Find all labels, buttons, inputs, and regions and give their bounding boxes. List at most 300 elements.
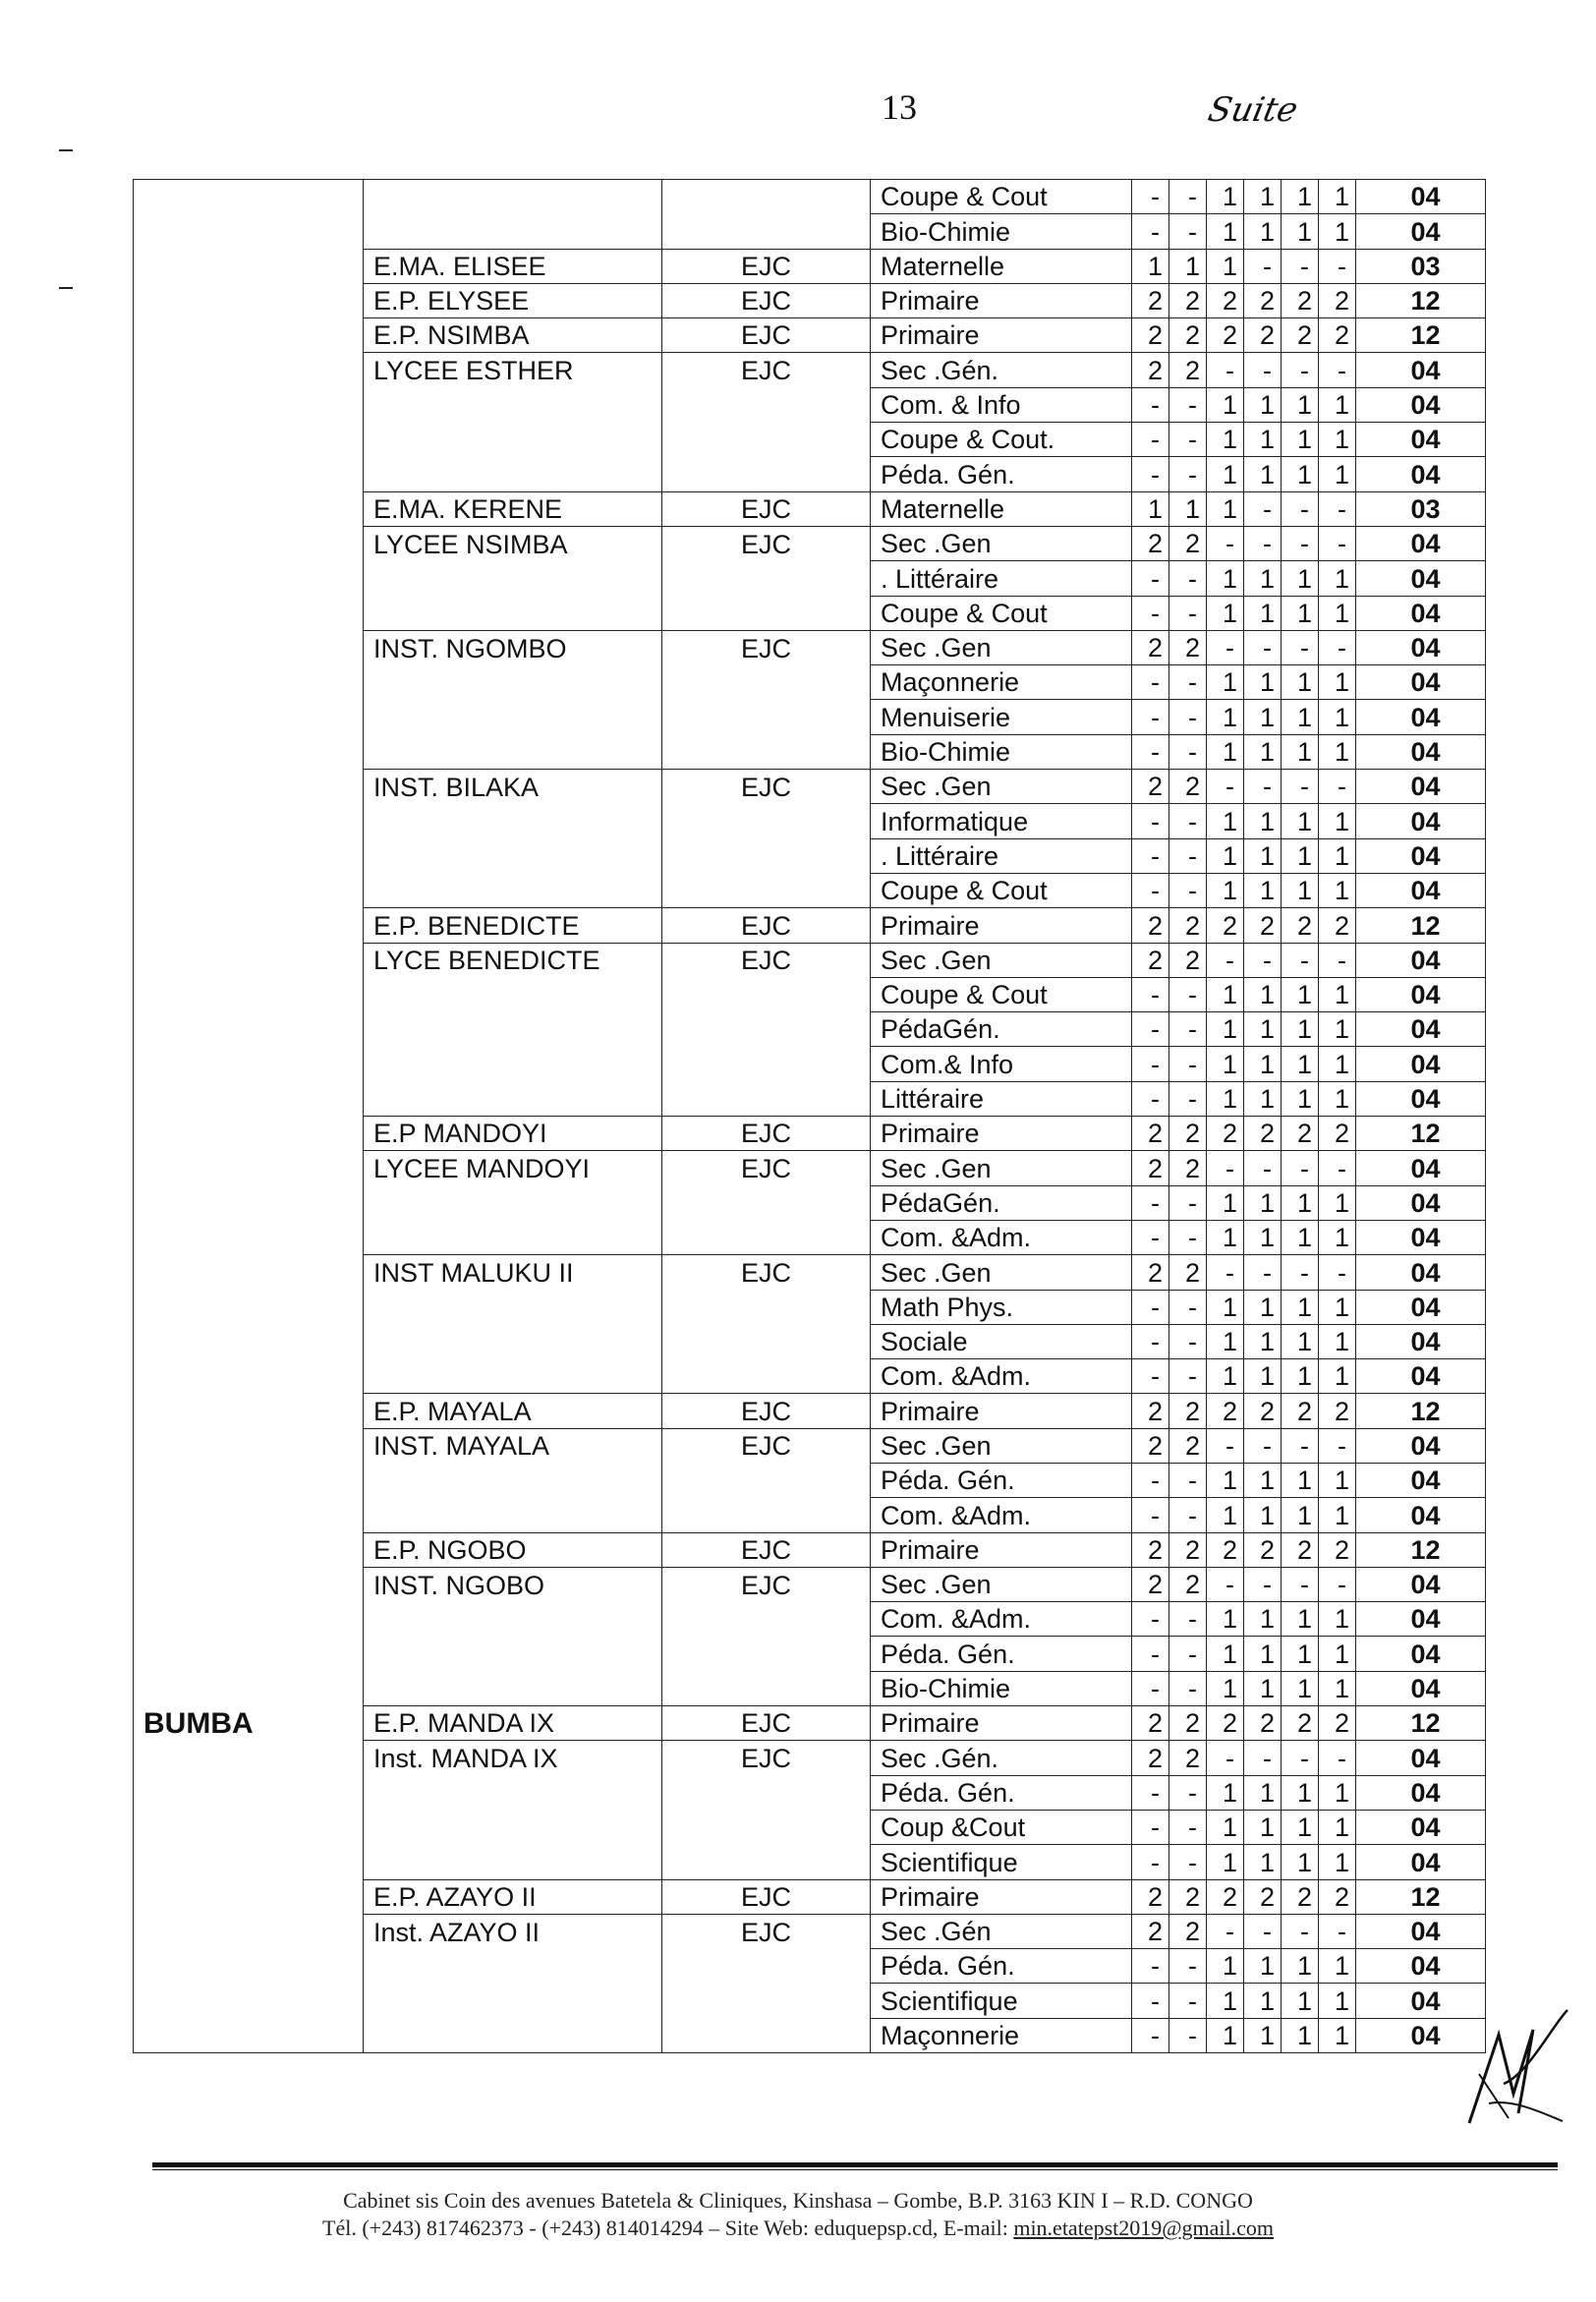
table-row [134, 665, 1486, 700]
district-cell [134, 1185, 364, 1220]
count-cell-1: - [1132, 1671, 1169, 1705]
count-cell-3: 1 [1207, 1637, 1244, 1671]
count-cell-2: - [1169, 561, 1207, 596]
option-cell: Primaire [871, 1879, 1132, 1914]
count-cell-6: 1 [1319, 1845, 1356, 1879]
option-cell: Menuiserie [871, 700, 1132, 734]
count-cell-5: 2 [1282, 1706, 1319, 1741]
count-cell-3: - [1207, 630, 1244, 664]
count-cell-4: - [1244, 770, 1282, 804]
regime-cell [662, 1359, 871, 1394]
option-cell: Coupe & Cout. [871, 423, 1132, 457]
district-cell [134, 596, 364, 630]
option-cell: Com. & Info [871, 387, 1132, 422]
count-cell-3: 1 [1207, 1220, 1244, 1254]
count-cell-4: 1 [1244, 561, 1282, 596]
total-cell: 12 [1356, 1879, 1486, 1914]
count-cell-5: 2 [1282, 318, 1319, 353]
table-row [134, 1394, 1486, 1428]
count-cell-6: - [1319, 770, 1356, 804]
regime-cell [662, 1637, 871, 1671]
district-cell [134, 214, 364, 249]
district-cell [134, 873, 364, 907]
school-name-cell: E.P MANDOYI [364, 1117, 662, 1151]
school-name-cell: E.P. AZAYO II [364, 1879, 662, 1914]
count-cell-2: 2 [1169, 1914, 1207, 1948]
regime-cell [662, 596, 871, 630]
school-name-cell [364, 1637, 662, 1671]
table-row [134, 1914, 1486, 1948]
option-cell: Sec .Gén. [871, 1741, 1132, 1775]
school-name-cell [364, 1845, 662, 1879]
count-cell-4: 2 [1244, 1394, 1282, 1428]
count-cell-6: 2 [1319, 1706, 1356, 1741]
regime-cell [662, 214, 871, 249]
count-cell-2: - [1169, 1324, 1207, 1358]
count-cell-6: 1 [1319, 1602, 1356, 1637]
total-cell: 04 [1356, 1914, 1486, 1948]
count-cell-2: 2 [1169, 1567, 1207, 1601]
option-cell: Sec .Gen [871, 526, 1132, 560]
regime-cell [662, 1984, 871, 2018]
count-cell-2: 2 [1169, 1741, 1207, 1775]
total-cell: 03 [1356, 249, 1486, 283]
total-cell: 04 [1356, 804, 1486, 838]
count-cell-3: 2 [1207, 1117, 1244, 1151]
school-name-cell [364, 457, 662, 491]
count-cell-3: 1 [1207, 457, 1244, 491]
district-cell [134, 283, 364, 317]
district-cell [134, 1949, 364, 1984]
count-cell-6: 2 [1319, 318, 1356, 353]
count-cell-6: 1 [1319, 1290, 1356, 1324]
school-name-cell: Inst. MANDA IX [364, 1741, 662, 1775]
count-cell-1: 2 [1132, 318, 1169, 353]
total-cell: 04 [1356, 1637, 1486, 1671]
regime-cell [662, 1047, 871, 1081]
count-cell-2: - [1169, 387, 1207, 422]
count-cell-3: 2 [1207, 1532, 1244, 1567]
district-cell [134, 1012, 364, 1047]
regime-cell [662, 1220, 871, 1254]
district-cell [134, 1359, 364, 1394]
school-name-cell: E.P. BENEDICTE [364, 908, 662, 943]
school-name-cell: INST MALUKU II [364, 1255, 662, 1290]
count-cell-1: 2 [1132, 1706, 1169, 1741]
total-cell: 04 [1356, 387, 1486, 422]
footer-contact [0, 2216, 1596, 2241]
option-cell: Péda. Gén. [871, 1775, 1132, 1810]
regime-cell [662, 734, 871, 769]
table-row [134, 1741, 1486, 1775]
count-cell-1: - [1132, 180, 1169, 214]
count-cell-4: 2 [1244, 1706, 1282, 1741]
count-cell-3: 1 [1207, 1498, 1244, 1532]
total-cell: 04 [1356, 1081, 1486, 1116]
total-cell: 03 [1356, 491, 1486, 526]
count-cell-2: 2 [1169, 770, 1207, 804]
regime-cell: EJC [662, 1532, 871, 1567]
count-cell-6: - [1319, 1914, 1356, 1948]
count-cell-1: - [1132, 1220, 1169, 1254]
table-row [134, 1359, 1486, 1394]
count-cell-5: 1 [1282, 214, 1319, 249]
regime-cell [662, 1463, 871, 1497]
count-cell-4: 1 [1244, 873, 1282, 907]
count-cell-2: 2 [1169, 1532, 1207, 1567]
count-cell-1: - [1132, 977, 1169, 1011]
count-cell-1: 2 [1132, 1532, 1169, 1567]
option-cell: Primaire [871, 1394, 1132, 1428]
option-cell: Primaire [871, 283, 1132, 317]
total-cell: 12 [1356, 1706, 1486, 1741]
count-cell-5: - [1282, 1741, 1319, 1775]
regime-cell [662, 457, 871, 491]
count-cell-2: 2 [1169, 1394, 1207, 1428]
count-cell-6: 1 [1319, 2018, 1356, 2052]
count-cell-3: - [1207, 1741, 1244, 1775]
table-row [134, 1810, 1486, 1844]
table-row [134, 1567, 1486, 1601]
count-cell-3: 1 [1207, 700, 1244, 734]
count-cell-4: 1 [1244, 2018, 1282, 2052]
count-cell-6: 1 [1319, 873, 1356, 907]
count-cell-2: - [1169, 457, 1207, 491]
regime-cell [662, 700, 871, 734]
district-cell [134, 1047, 364, 1081]
count-cell-5: 1 [1282, 1810, 1319, 1844]
school-name-cell: E.P. MANDA IX [364, 1706, 662, 1741]
total-cell: 04 [1356, 1220, 1486, 1254]
school-name-cell: LYCE BENEDICTE [364, 943, 662, 977]
option-cell: Com. &Adm. [871, 1602, 1132, 1637]
count-cell-1: - [1132, 1185, 1169, 1220]
count-cell-3: - [1207, 1151, 1244, 1185]
count-cell-4: 2 [1244, 283, 1282, 317]
total-cell: 04 [1356, 977, 1486, 1011]
district-cell [134, 1220, 364, 1254]
count-cell-6: - [1319, 1428, 1356, 1463]
count-cell-5: 1 [1282, 387, 1319, 422]
district-cell [134, 977, 364, 1011]
count-cell-5: 2 [1282, 908, 1319, 943]
option-cell: Bio-Chimie [871, 1671, 1132, 1705]
count-cell-5: - [1282, 1567, 1319, 1601]
district-cell [134, 1324, 364, 1358]
school-name-cell [364, 180, 662, 214]
option-cell: Com. &Adm. [871, 1498, 1132, 1532]
table-row [134, 838, 1486, 873]
option-cell: Sec .Gen [871, 943, 1132, 977]
total-cell: 04 [1356, 1255, 1486, 1290]
option-cell: Sec .Gen [871, 1255, 1132, 1290]
count-cell-5: 1 [1282, 977, 1319, 1011]
count-cell-3: 1 [1207, 214, 1244, 249]
table-row [134, 1290, 1486, 1324]
table-row [134, 561, 1486, 596]
school-name-cell: LYCEE NSIMBA [364, 526, 662, 560]
count-cell-2: - [1169, 1290, 1207, 1324]
table-row [134, 770, 1486, 804]
option-cell: Primaire [871, 1532, 1132, 1567]
count-cell-2: - [1169, 1359, 1207, 1394]
district-cell [134, 561, 364, 596]
count-cell-4: - [1244, 491, 1282, 526]
count-cell-2: 1 [1169, 491, 1207, 526]
school-name-cell [364, 423, 662, 457]
count-cell-5: 2 [1282, 1532, 1319, 1567]
district-cell [134, 1775, 364, 1810]
option-cell: Sec .Gen [871, 1151, 1132, 1185]
count-cell-1: 2 [1132, 1394, 1169, 1428]
count-cell-4: 1 [1244, 1845, 1282, 1879]
count-cell-5: 1 [1282, 1602, 1319, 1637]
count-cell-4: - [1244, 1428, 1282, 1463]
district-cell [134, 1914, 364, 1948]
count-cell-1: - [1132, 873, 1169, 907]
count-cell-1: - [1132, 457, 1169, 491]
school-name-cell: INST. BILAKA [364, 770, 662, 804]
count-cell-4: 1 [1244, 1775, 1282, 1810]
district-cell [134, 770, 364, 804]
count-cell-3: 2 [1207, 908, 1244, 943]
school-name-cell [364, 1359, 662, 1394]
table-row [134, 457, 1486, 491]
count-cell-3: - [1207, 353, 1244, 387]
count-cell-6: 1 [1319, 1671, 1356, 1705]
count-cell-1: - [1132, 665, 1169, 700]
school-name-cell: E.P. NSIMBA [364, 318, 662, 353]
count-cell-3: 2 [1207, 1394, 1244, 1428]
count-cell-5: 1 [1282, 457, 1319, 491]
school-name-cell [364, 214, 662, 249]
table-row [134, 1602, 1486, 1637]
regime-cell: EJC [662, 526, 871, 560]
count-cell-6: 2 [1319, 283, 1356, 317]
table-row [134, 1117, 1486, 1151]
total-cell: 04 [1356, 1741, 1486, 1775]
table-row [134, 1845, 1486, 1879]
count-cell-3: 1 [1207, 1949, 1244, 1984]
regime-cell [662, 1949, 871, 1984]
district-cell [134, 700, 364, 734]
count-cell-5: 1 [1282, 1185, 1319, 1220]
table-row [134, 943, 1486, 977]
option-cell: Coupe & Cout [871, 873, 1132, 907]
regime-cell: EJC [662, 249, 871, 283]
count-cell-6: 1 [1319, 596, 1356, 630]
count-cell-2: - [1169, 977, 1207, 1011]
regime-cell [662, 1012, 871, 1047]
count-cell-6: 1 [1319, 977, 1356, 1011]
count-cell-4: - [1244, 249, 1282, 283]
table-row [134, 596, 1486, 630]
count-cell-5: - [1282, 1151, 1319, 1185]
district-cell [134, 423, 364, 457]
total-cell: 04 [1356, 1324, 1486, 1358]
regime-cell: EJC [662, 1151, 871, 1185]
count-cell-1: - [1132, 561, 1169, 596]
table-row [134, 353, 1486, 387]
count-cell-4: 1 [1244, 700, 1282, 734]
table-row [134, 423, 1486, 457]
count-cell-6: - [1319, 630, 1356, 664]
count-cell-6: 1 [1319, 1185, 1356, 1220]
option-cell: Coup &Cout [871, 1810, 1132, 1844]
regime-cell: EJC [662, 491, 871, 526]
regime-cell [662, 873, 871, 907]
count-cell-6: - [1319, 1567, 1356, 1601]
count-cell-4: 1 [1244, 1359, 1282, 1394]
school-name-cell [364, 1047, 662, 1081]
count-cell-6: 2 [1319, 908, 1356, 943]
option-cell: Sociale [871, 1324, 1132, 1358]
school-name-cell [364, 1324, 662, 1358]
count-cell-1: 2 [1132, 770, 1169, 804]
count-cell-6: - [1319, 249, 1356, 283]
count-cell-4: 1 [1244, 665, 1282, 700]
count-cell-1: - [1132, 1775, 1169, 1810]
school-name-cell [364, 665, 662, 700]
total-cell: 04 [1356, 1498, 1486, 1532]
regime-cell [662, 1324, 871, 1358]
count-cell-4: 1 [1244, 1463, 1282, 1497]
count-cell-1: 2 [1132, 630, 1169, 664]
count-cell-4: 1 [1244, 1324, 1282, 1358]
count-cell-6: - [1319, 526, 1356, 560]
count-cell-2: - [1169, 2018, 1207, 2052]
count-cell-4: 1 [1244, 838, 1282, 873]
district-cell [134, 630, 364, 664]
regime-cell [662, 1498, 871, 1532]
count-cell-3: - [1207, 526, 1244, 560]
regime-cell: EJC [662, 908, 871, 943]
table-row [134, 1081, 1486, 1116]
count-cell-2: - [1169, 1671, 1207, 1705]
count-cell-2: - [1169, 873, 1207, 907]
count-cell-3: 1 [1207, 977, 1244, 1011]
count-cell-5: 1 [1282, 2018, 1319, 2052]
regime-cell [662, 838, 871, 873]
count-cell-2: - [1169, 1081, 1207, 1116]
district-cell: BUMBA [134, 1706, 364, 1741]
count-cell-3: 1 [1207, 423, 1244, 457]
school-name-cell [364, 1463, 662, 1497]
district-cell [134, 249, 364, 283]
table-row [134, 283, 1486, 317]
regime-cell: EJC [662, 630, 871, 664]
count-cell-4: - [1244, 1567, 1282, 1601]
count-cell-2: - [1169, 734, 1207, 769]
count-cell-5: 1 [1282, 734, 1319, 769]
table-row [134, 908, 1486, 943]
footer-email-link[interactable]: min.etatepst2019@gmail.com [1013, 2216, 1274, 2240]
count-cell-2: - [1169, 1810, 1207, 1844]
count-cell-5: 1 [1282, 1012, 1319, 1047]
option-cell: Math Phys. [871, 1290, 1132, 1324]
total-cell: 04 [1356, 596, 1486, 630]
regime-cell [662, 180, 871, 214]
table-row [134, 1428, 1486, 1463]
regime-cell: EJC [662, 1428, 871, 1463]
total-cell: 04 [1356, 770, 1486, 804]
option-cell: PédaGén. [871, 1185, 1132, 1220]
total-cell: 12 [1356, 1394, 1486, 1428]
count-cell-6: 1 [1319, 1984, 1356, 2018]
count-cell-4: - [1244, 1255, 1282, 1290]
count-cell-2: 2 [1169, 1428, 1207, 1463]
regime-cell: EJC [662, 943, 871, 977]
count-cell-1: 2 [1132, 1879, 1169, 1914]
school-name-cell: INST. NGOMBO [364, 630, 662, 664]
option-cell: Maçonnerie [871, 2018, 1132, 2052]
regime-cell [662, 1810, 871, 1844]
count-cell-3: 1 [1207, 2018, 1244, 2052]
count-cell-2: - [1169, 665, 1207, 700]
count-cell-2: - [1169, 1845, 1207, 1879]
school-name-cell [364, 1498, 662, 1532]
table-row [134, 249, 1486, 283]
total-cell: 04 [1356, 1810, 1486, 1844]
count-cell-3: 2 [1207, 283, 1244, 317]
table-row [134, 1151, 1486, 1185]
option-cell: Maternelle [871, 491, 1132, 526]
district-cell [134, 1498, 364, 1532]
count-cell-6: - [1319, 491, 1356, 526]
school-name-cell [364, 977, 662, 1011]
count-cell-3: 1 [1207, 180, 1244, 214]
count-cell-5: - [1282, 770, 1319, 804]
school-name-cell: E.P. MAYALA [364, 1394, 662, 1428]
school-name-cell [364, 561, 662, 596]
option-cell: Com. &Adm. [871, 1220, 1132, 1254]
count-cell-3: 1 [1207, 1047, 1244, 1081]
district-cell [134, 1637, 364, 1671]
count-cell-2: 2 [1169, 943, 1207, 977]
count-cell-6: 1 [1319, 457, 1356, 491]
count-cell-6: 1 [1319, 1810, 1356, 1844]
count-cell-4: 1 [1244, 1949, 1282, 1984]
count-cell-5: 1 [1282, 873, 1319, 907]
school-name-cell: Inst. AZAYO II [364, 1914, 662, 1948]
district-cell [134, 1290, 364, 1324]
table-row [134, 1463, 1486, 1497]
table-row [134, 491, 1486, 526]
table-row [134, 1706, 1486, 1741]
school-name-cell [364, 1775, 662, 1810]
school-name-cell: E.MA. ELISEE [364, 249, 662, 283]
count-cell-4: 2 [1244, 1532, 1282, 1567]
total-cell: 04 [1356, 1984, 1486, 2018]
school-name-cell: LYCEE ESTHER [364, 353, 662, 387]
total-cell: 04 [1356, 214, 1486, 249]
district-cell [134, 1845, 364, 1879]
district-cell [134, 804, 364, 838]
table-row [134, 1637, 1486, 1671]
count-cell-4: 2 [1244, 1117, 1282, 1151]
count-cell-4: - [1244, 526, 1282, 560]
district-cell [134, 353, 364, 387]
option-cell: Primaire [871, 1706, 1132, 1741]
count-cell-4: - [1244, 1914, 1282, 1948]
count-cell-1: 2 [1132, 1255, 1169, 1290]
count-cell-6: 1 [1319, 700, 1356, 734]
count-cell-5: 1 [1282, 1984, 1319, 2018]
total-cell: 12 [1356, 908, 1486, 943]
count-cell-3: 1 [1207, 1775, 1244, 1810]
regime-cell: EJC [662, 283, 871, 317]
count-cell-6: 1 [1319, 665, 1356, 700]
